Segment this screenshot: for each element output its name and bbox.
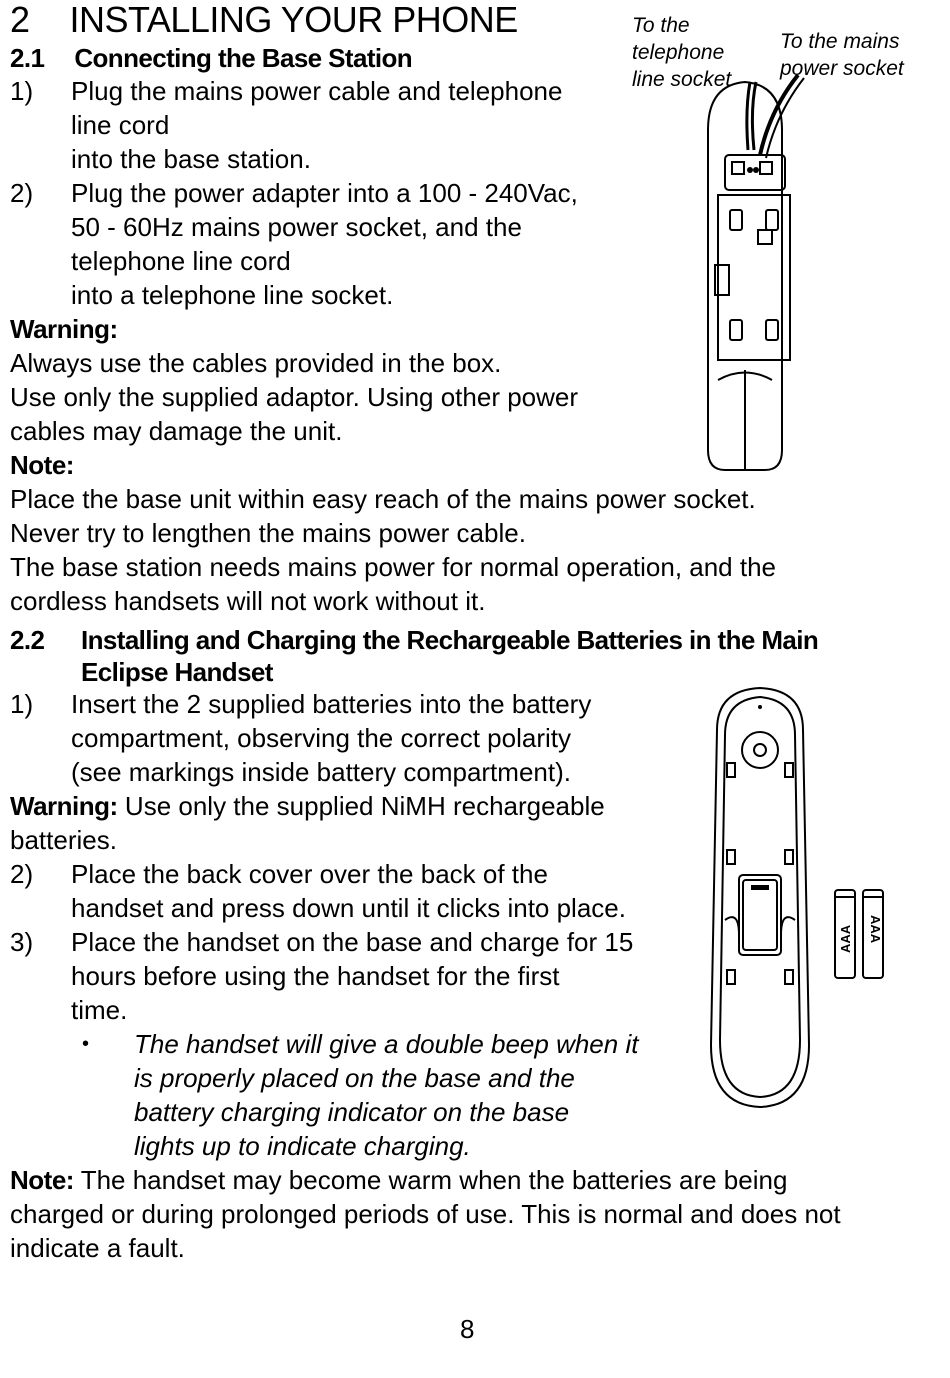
bullet-line: lights up to indicate charging. — [134, 1131, 471, 1161]
step-number: 3) — [10, 927, 34, 957]
step-number: 1) — [10, 689, 34, 719]
subsection-heading-2-2 — [10, 624, 818, 688]
bullet-icon: • — [82, 1033, 90, 1055]
warning-label: Warning: — [10, 791, 118, 821]
note-label: Note: — [10, 450, 74, 480]
step-line: telephone line cord — [71, 246, 291, 276]
warning-line: batteries. — [10, 825, 117, 855]
note-line — [10, 1163, 940, 1197]
subsection-number: 2.1 — [10, 43, 45, 73]
step-line: handset and press down until it clicks into place. — [71, 893, 626, 923]
caption-line: telephone — [632, 41, 725, 64]
note-line: charged or during prolonged periods of use. This is normal and does not — [10, 1199, 841, 1229]
section-number: 2 — [10, 0, 30, 40]
bullet-line: The handset will give a double beep when it — [134, 1029, 639, 1059]
note-line: Place the base unit within easy reach of the mains power socket. — [10, 484, 756, 514]
handset-battery-illustration — [705, 685, 895, 1115]
note-text: The handset may become warm when the batteries are being — [73, 1165, 788, 1195]
step-list-2-1 — [10, 74, 777, 618]
bullet-line: is properly placed on the base and the — [134, 1063, 575, 1093]
step-line: Insert the 2 supplied batteries into the battery — [71, 689, 592, 719]
subsection-title: Connecting the Base Station — [74, 43, 413, 73]
step-line: into a telephone line socket. — [71, 280, 394, 310]
step-line: hours before using the handset for the first — [71, 961, 560, 991]
warning-line: Use only the supplied adaptor. Using other power — [10, 382, 579, 412]
list-item — [10, 74, 630, 176]
step-number: 1) — [10, 76, 34, 106]
caption-line: To the mains — [780, 30, 900, 53]
caption-line: power socket — [780, 57, 904, 80]
step-line: into the base station. — [71, 144, 311, 174]
bullet-line: battery charging indicator on the base — [134, 1097, 570, 1127]
warning-line: cables may damage the unit. — [10, 416, 343, 446]
step-line: Plug the mains power cable and telephone — [71, 76, 563, 106]
subsection-number: 2.2 — [10, 625, 45, 655]
step-line: line cord — [71, 110, 170, 140]
step-line: 50 - 60Hz mains power socket, and the — [71, 212, 522, 242]
caption-line: line socket — [632, 68, 732, 91]
step-number: 2) — [10, 859, 34, 889]
note-line: cordless handsets will not work without it. — [10, 586, 486, 616]
warning-line: Always use the cables provided in the box. — [10, 348, 502, 378]
note-line: indicate a fault. — [10, 1233, 185, 1263]
step-number: 2) — [10, 178, 34, 208]
list-item — [10, 176, 630, 312]
base-station-illustration — [690, 70, 820, 475]
step-line: (see markings inside battery compartment). — [71, 757, 571, 787]
section-heading — [10, 0, 518, 40]
step-line: Place the back cover over the back of the — [71, 859, 548, 889]
note-line: The base station needs mains power for normal operation, and the — [10, 552, 777, 582]
subsection-heading-2-1 — [10, 42, 412, 74]
note-label: Note: — [10, 1165, 74, 1195]
step-line: time. — [71, 995, 128, 1025]
caption-line: To the — [632, 14, 690, 37]
page-number: 8 — [460, 1314, 475, 1344]
step-line: compartment, observing the correct polarity — [71, 723, 571, 753]
note-line: Never try to lengthen the mains power cable. — [10, 518, 526, 548]
battery-label: AAA — [868, 915, 883, 944]
warning-text: Use only the supplied NiMH rechargeable — [117, 791, 605, 821]
step-line: Plug the power adapter into a 100 - 240Vac, — [71, 178, 578, 208]
warning-label: Warning: — [10, 314, 118, 344]
step-line: Place the handset on the base and charge for 15 — [71, 927, 634, 957]
subsection-title-line: Eclipse Handset — [81, 657, 273, 687]
subsection-title-line: Installing and Charging the Rechargeable Batteries in the Main — [81, 625, 819, 655]
section-title: INSTALLING YOUR PHONE — [69, 0, 518, 40]
battery-label: AAA — [838, 924, 853, 953]
